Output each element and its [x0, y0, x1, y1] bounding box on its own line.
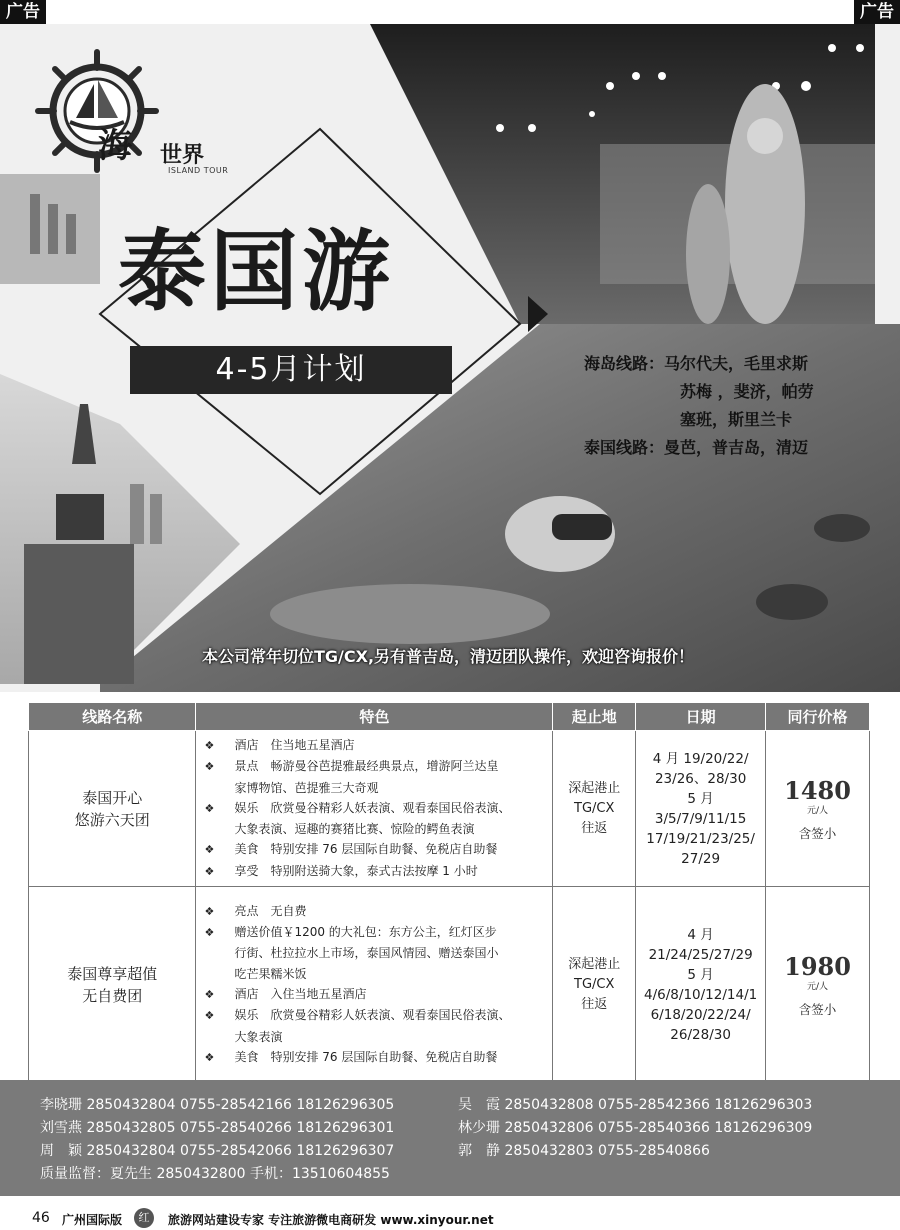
price-cell — [766, 731, 870, 887]
diamond-bullet-icon: ❖ — [204, 1009, 215, 1023]
feature-text: 赠送价值￥1200 的大礼包：东方公主，红灯区步 — [234, 925, 497, 940]
feature-text: 酒店 住当地五星酒店 — [234, 738, 355, 752]
island-route-line: 苏梅 ，斐济，帕劳 — [680, 382, 814, 401]
feature-text: 酒店 入住当地五星酒店 — [234, 987, 367, 1002]
feature-text: 享受 特别附送骑大象，泰式古法按摩 1 小时 — [234, 863, 478, 878]
diamond-bullet-icon: ❖ — [204, 864, 215, 878]
logo-subtitle: ISLAND TOUR — [168, 166, 229, 175]
logo-main-text: 海 — [98, 126, 132, 166]
feature-text: 吃芒果糯米饭 — [234, 966, 307, 981]
feature-text: 美食 特别安排 76 层国际自助餐、免税店自助餐 — [234, 1049, 498, 1064]
date-line: 26/28/30 — [670, 1026, 731, 1043]
contact-row — [40, 1094, 900, 1117]
ad-tag-right: 广告 — [854, 0, 900, 24]
features-cell — [196, 887, 553, 1083]
feature-line — [204, 756, 546, 777]
feature-line — [204, 1047, 546, 1068]
island-route-label: 海岛线路： — [584, 354, 665, 373]
feature-text: 大象表演、逗趣的赛猪比赛、惊险的鳄鱼表演 — [234, 822, 475, 837]
header-route-name: 线路名称 — [29, 703, 196, 731]
table-header-row — [29, 703, 870, 731]
diamond-bullet-icon: ❖ — [204, 801, 215, 815]
contact-entry: 周 颖 2850432804 0755-28542066 18126296307 — [40, 1143, 395, 1159]
diamond-bullet-icon: ❖ — [204, 904, 215, 918]
feature-line — [204, 839, 546, 860]
route-name: 悠游六天团 — [74, 810, 150, 829]
diamond-bullet-icon: ❖ — [204, 760, 215, 774]
price-note: 含签小 — [798, 1001, 837, 1017]
diamond-bullet-icon: ❖ — [204, 843, 215, 857]
route-name-cell — [29, 731, 196, 887]
header-departure: 起止地 — [553, 703, 636, 731]
diamond-bullet-icon: ❖ — [204, 1050, 215, 1064]
contact-entry: 李晓珊 2850432804 0755-28542166 18126296305 — [40, 1097, 395, 1113]
logo-world-text: 世界 — [160, 143, 205, 168]
feature-line — [204, 922, 546, 943]
price-unit: 元/人 — [807, 981, 829, 992]
feature-line — [204, 984, 546, 1005]
contact-entry: 郭 静 2850432803 0755-28540866 — [458, 1143, 710, 1159]
feature-line — [204, 1027, 546, 1047]
contact-row — [40, 1117, 900, 1140]
date-line: 5 月 — [687, 966, 714, 983]
departure-line: 深起港止 — [568, 780, 621, 796]
magazine-name: 广州国际版 — [62, 1213, 123, 1227]
thai-route-line: 曼芭，普吉岛，清迈 — [664, 438, 809, 457]
page-footer — [0, 1206, 900, 1230]
header-price: 同行价格 — [766, 703, 870, 731]
feature-text: 亮点 无自费 — [234, 903, 307, 918]
thai-route-label: 泰国线路： — [584, 438, 665, 457]
price-unit: 元/人 — [807, 805, 829, 816]
date-line: 3/5/7/9/11/15 — [654, 810, 747, 827]
feature-text: 景点 畅游曼谷芭提雅最经典景点，增游阿兰达皇 — [234, 759, 499, 774]
ship-wheel-icon — [32, 46, 162, 176]
date-line: 6/18/20/22/24/ — [650, 1006, 751, 1023]
contact-row — [40, 1140, 900, 1163]
feature-text: 大象表演 — [234, 1029, 283, 1044]
contact-row — [40, 1163, 900, 1186]
page-title: 泰国游 — [118, 220, 395, 323]
date-line: 21/24/25/27/29 — [648, 946, 753, 963]
diamond-bullet-icon: ❖ — [204, 739, 215, 752]
feature-line — [204, 901, 546, 922]
contact-entry: 刘雪燕 2850432805 0755-28540266 18126296301 — [40, 1120, 395, 1136]
header-date: 日期 — [636, 703, 766, 731]
island-route-line: 马尔代夫，毛里求斯 — [664, 354, 809, 373]
date-cell — [636, 887, 766, 1083]
price-cell — [766, 887, 870, 1083]
island-route-line: 塞班，斯里兰卡 — [680, 410, 793, 429]
date-line: 4 月 — [687, 926, 714, 943]
contact-entry: 吴 霞 2850432808 0755-28542366 18126296303 — [458, 1097, 813, 1113]
slogan-text: 本公司常年切位TG/CX,另有普吉岛，清迈团队操作，欢迎咨询报价！ — [202, 647, 695, 666]
contact-list — [0, 1080, 900, 1196]
feature-text: 美食 特别安排 76 层国际自助餐、免税店自助餐 — [234, 842, 498, 857]
features-cell — [196, 731, 553, 887]
ad-tag-left: 广告 — [0, 0, 46, 24]
departure-line: TG/CX — [574, 976, 615, 992]
feature-line — [204, 798, 546, 819]
feature-text: 家博物馆、芭提雅三大奇观 — [234, 780, 379, 795]
price-note: 含签小 — [798, 825, 837, 841]
diamond-bullet-icon: ❖ — [204, 988, 215, 1002]
departure-cell — [553, 887, 636, 1083]
contact-entry: 林少珊 2850432806 0755-28540366 18126296309 — [458, 1120, 813, 1136]
feature-line — [204, 819, 546, 839]
route-name: 泰国尊享超值 — [67, 964, 158, 983]
header-features: 特色 — [196, 703, 553, 731]
route-name: 无自费团 — [82, 986, 143, 1005]
date-line: 4/6/8/10/12/14/1 — [644, 986, 758, 1003]
departure-cell — [553, 731, 636, 887]
feature-text: 娱乐 欣赏曼谷精彩人妖表演、观看泰国民俗表演、 — [234, 1008, 511, 1023]
plan-banner: 4-5月计划 — [130, 346, 452, 394]
route-name-cell — [29, 887, 196, 1083]
footer-promo: 旅游网站建设专家 专注旅游微电商研发 www.xinyour.net — [168, 1213, 494, 1227]
feature-line — [204, 943, 546, 963]
route-name: 泰国开心 — [82, 788, 143, 807]
table-row — [29, 887, 870, 1083]
date-cell — [636, 731, 766, 887]
price-value: 1480 — [784, 775, 851, 805]
contact-entry: 质量监督：夏先生 2850432800 手机：13510604855 — [40, 1166, 390, 1182]
date-line: 23/26、28/30 — [654, 770, 747, 787]
price-value: 1980 — [784, 951, 851, 981]
feature-line — [204, 1005, 546, 1026]
departure-line: TG/CX — [574, 800, 615, 816]
feature-line — [204, 778, 546, 798]
feature-text: 娱乐 欣赏曼谷精彩人妖表演、观看泰国民俗表演、 — [234, 800, 511, 815]
departure-line: 往返 — [581, 820, 608, 836]
departure-line: 深起港止 — [568, 956, 621, 972]
route-list — [584, 350, 884, 462]
feature-text: 行街、杜拉拉水上市场，泰国风情园、赠送泰国小 — [234, 946, 499, 961]
departure-line: 往返 — [581, 996, 608, 1012]
table-row — [29, 731, 870, 887]
date-line: 27/29 — [681, 850, 721, 867]
brand-badge-icon: 红 — [134, 1208, 154, 1228]
route-price-table — [28, 702, 870, 1083]
feature-line — [204, 735, 546, 756]
date-line: 5 月 — [687, 790, 714, 807]
date-line: 17/19/21/23/25/ — [646, 830, 755, 847]
feature-line — [204, 964, 546, 984]
page-number: 46 — [32, 1210, 50, 1226]
hero-banner — [0, 24, 900, 692]
diamond-bullet-icon: ❖ — [204, 926, 215, 940]
feature-line — [204, 861, 546, 882]
company-logo — [32, 46, 232, 176]
date-line: 4 月 19/20/22/ — [652, 750, 749, 767]
